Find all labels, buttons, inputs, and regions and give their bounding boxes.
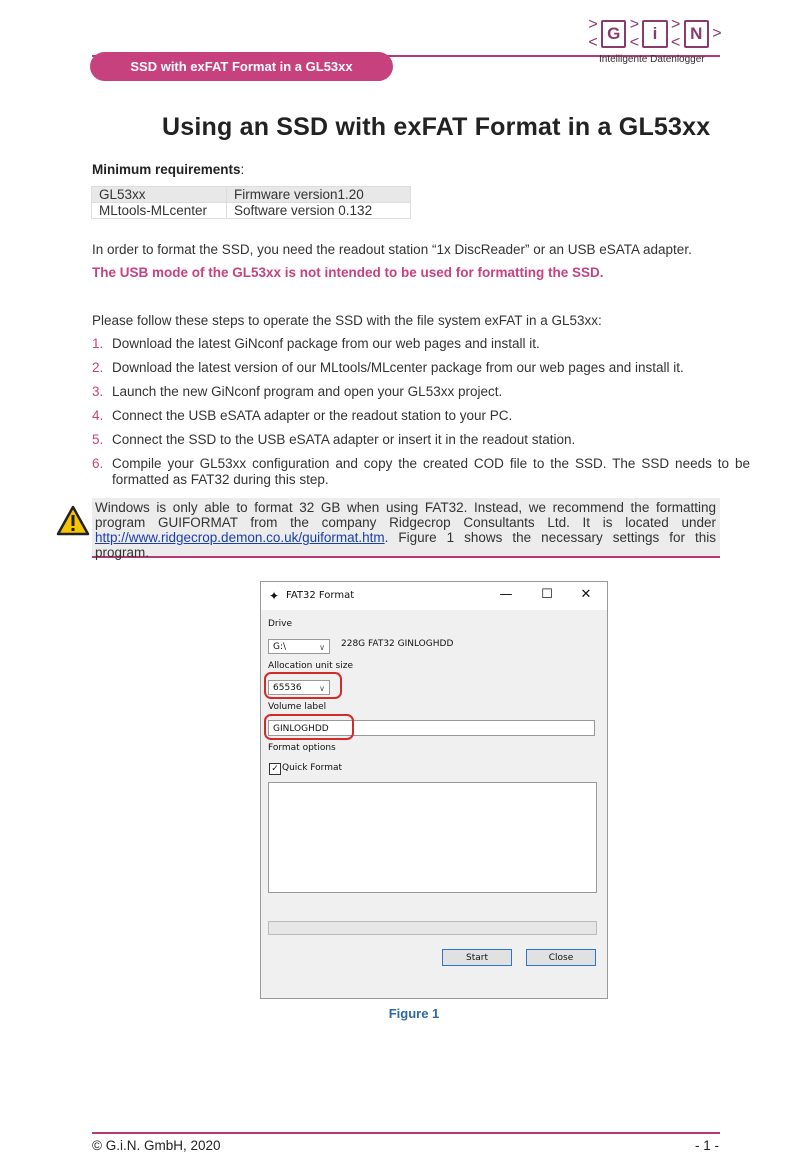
table-row bbox=[92, 187, 411, 203]
logo-ornament: >< bbox=[629, 16, 640, 51]
maximize-icon[interactable]: ☐ bbox=[541, 587, 553, 602]
volume-highlight bbox=[264, 714, 354, 740]
intro-paragraph: In order to format the SSD, you need the readout station “1x DiscReader” or an USB eSATA adapter. bbox=[92, 242, 692, 257]
logo-letter-n: N bbox=[684, 20, 709, 48]
list-item bbox=[92, 408, 750, 424]
list-item bbox=[92, 456, 750, 488]
allocation-highlight bbox=[264, 672, 342, 699]
step-text: Download the latest version of our MLtools/MLcenter package from our web pages and install it. bbox=[112, 360, 684, 375]
requirements-table bbox=[91, 186, 411, 219]
step-text: Connect the USB eSATA adapter or the readout station to your PC. bbox=[112, 408, 513, 423]
step-text: Launch the new GiNconf program and open your GL53xx project. bbox=[112, 384, 503, 399]
drive-info: 228G FAT32 GINLOGHDD bbox=[341, 639, 454, 649]
warning-icon bbox=[56, 505, 90, 537]
table-cell: Software version 0.132 bbox=[227, 203, 411, 219]
start-button[interactable]: Start bbox=[442, 949, 512, 966]
header-tab: SSD with exFAT Format in a GL53xx bbox=[90, 52, 393, 81]
step-number: 3. bbox=[92, 384, 104, 399]
step-text: Compile your GL53xx configuration and copy the created COD file to the SSD. The SSD needs to be formatted as FAT32 during this step. bbox=[112, 456, 750, 487]
output-area bbox=[268, 782, 597, 893]
chevron-down-icon: ∨ bbox=[319, 684, 325, 693]
page-number: - 1 - bbox=[695, 1138, 720, 1153]
app-icon: ✦ bbox=[269, 589, 280, 603]
requirements-label: Minimum requirements: bbox=[92, 162, 245, 177]
chevron-down-icon: ∨ bbox=[319, 643, 325, 652]
step-number: 4. bbox=[92, 408, 104, 423]
figure-caption: Figure 1 bbox=[388, 1006, 440, 1021]
table-row bbox=[92, 203, 411, 219]
copyright: © G.i.N. GmbH, 2020 bbox=[92, 1138, 221, 1153]
table-cell: GL53xx bbox=[92, 187, 227, 203]
step-number: 6. bbox=[92, 456, 104, 471]
steps-intro: Please follow these steps to operate the SSD with the file system exFAT in a GL53xx: bbox=[92, 313, 602, 328]
drive-select[interactable]: G:\ ∨ bbox=[268, 639, 330, 654]
warning-text: Windows is only able to format 32 GB when using FAT32. Instead, we recommend the formatting program GUIFORMAT from the company Ridgecrop Consultants Ltd. It is located under http://www.ridgecrop.demon.co.uk/guiformat.htm. Figure 1 shows the necessary settings for this program. bbox=[95, 500, 716, 560]
allocation-select[interactable]: 65536 ∨ bbox=[268, 680, 330, 695]
dialog-titlebar bbox=[261, 582, 607, 610]
list-item bbox=[92, 336, 750, 352]
company-logo bbox=[585, 16, 725, 66]
list-item bbox=[92, 432, 750, 448]
close-icon[interactable]: ✕ bbox=[580, 587, 592, 602]
allocation-label: Allocation unit size bbox=[268, 661, 353, 671]
step-text: Download the latest GiNconf package from our web pages and install it. bbox=[112, 336, 540, 351]
step-number: 1. bbox=[92, 336, 104, 351]
progress-bar bbox=[268, 921, 597, 935]
quick-format-checkbox[interactable]: ✓ bbox=[269, 763, 281, 775]
logo-ornament: >< bbox=[588, 16, 598, 51]
usb-note: The USB mode of the GL53xx is not intended to be used for formatting the SSD. bbox=[92, 265, 604, 280]
step-text: Connect the SSD to the USB eSATA adapter or insert it in the readout station. bbox=[112, 432, 576, 447]
logo-tagline: Intelligente Datenlogger bbox=[599, 54, 705, 65]
format-options-label: Format options bbox=[268, 743, 336, 753]
footer-rule bbox=[92, 1132, 720, 1134]
list-item bbox=[92, 384, 750, 400]
minimize-icon[interactable]: — bbox=[499, 587, 513, 602]
page-title: Using an SSD with exFAT Format in a GL53xx bbox=[162, 113, 711, 141]
guiformat-link[interactable]: http://www.ridgecrop.demon.co.uk/guiformat.htm bbox=[95, 530, 385, 545]
volume-label-input[interactable]: GINLOGHDD bbox=[268, 720, 595, 736]
step-number: 2. bbox=[92, 360, 104, 375]
quick-format-label: Quick Format bbox=[282, 763, 343, 773]
table-cell: MLtools-MLcenter bbox=[92, 203, 227, 219]
list-item bbox=[92, 360, 750, 376]
logo-letter-g: G bbox=[601, 20, 626, 48]
steps-list bbox=[92, 336, 750, 496]
drive-label: Drive bbox=[268, 619, 292, 629]
logo-ornament: > bbox=[712, 25, 722, 42]
volume-label-label: Volume label bbox=[268, 702, 327, 712]
fat32-format-dialog bbox=[260, 581, 608, 999]
dialog-title: FAT32 Format bbox=[286, 590, 355, 601]
table-cell: Firmware version1.20 bbox=[227, 187, 411, 203]
logo-ornament: >< bbox=[670, 16, 681, 51]
close-button[interactable]: Close bbox=[526, 949, 596, 966]
logo-letter-i: i bbox=[642, 20, 667, 48]
step-number: 5. bbox=[92, 432, 104, 447]
